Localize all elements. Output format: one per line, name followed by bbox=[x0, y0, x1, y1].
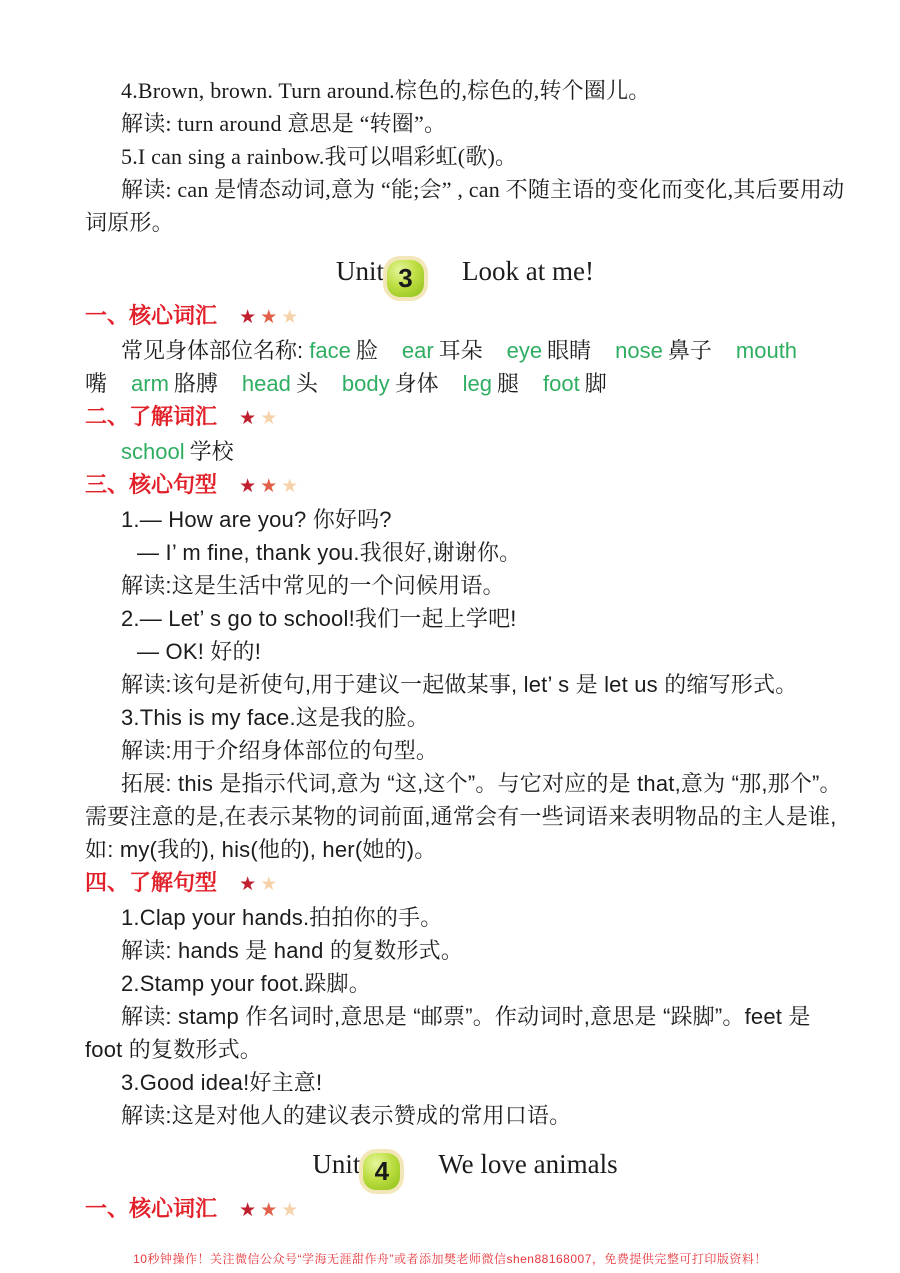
section-heading-u3-core-sentences bbox=[85, 468, 845, 503]
section-heading-u3-core-vocab bbox=[85, 299, 845, 334]
section-heading-label: 二、了解词汇 bbox=[85, 404, 218, 429]
vocab-word-zh: 腿 bbox=[496, 371, 519, 396]
vocab-word-en: arm bbox=[131, 371, 169, 396]
vocab-word-zh: 胳膊 bbox=[173, 371, 218, 396]
star-icon: ★ bbox=[281, 476, 299, 497]
known-sentences-block bbox=[85, 901, 845, 1132]
vocab-word-en: mouth bbox=[735, 338, 798, 363]
section-heading-label: 四、了解句型 bbox=[85, 870, 218, 895]
section-heading-label: 三、核心句型 bbox=[85, 472, 218, 497]
difficulty-stars bbox=[239, 1196, 302, 1221]
paragraph: 解读:这是生活中常见的一个问候用语。 bbox=[121, 573, 505, 598]
vocab-pair bbox=[463, 371, 541, 396]
vocab-pair bbox=[507, 338, 614, 363]
vocab-pairs bbox=[121, 439, 258, 464]
unit3-title: Look at me! bbox=[462, 256, 594, 286]
difficulty-stars bbox=[239, 404, 281, 429]
vocab-word-zh: 眼睛 bbox=[547, 338, 592, 363]
star-icon: ★ bbox=[239, 1200, 257, 1221]
section-heading-u4-core-vocab bbox=[85, 1192, 845, 1227]
vocab-word-zh: 鼻子 bbox=[667, 338, 712, 363]
vocab-word-en: school bbox=[121, 439, 185, 464]
paragraph: 4.Brown, brown. Turn around.棕色的,棕色的,转个圈儿。 bbox=[121, 78, 651, 103]
star-icon: ★ bbox=[260, 307, 278, 328]
paragraph: 解读:该句是祈使句,用于建议一起做某事, let’ s 是 let us 的缩写形式。 bbox=[121, 672, 798, 697]
vocab-pair bbox=[309, 338, 400, 363]
vocab-pair bbox=[242, 371, 340, 396]
vocab-word-en: face bbox=[309, 338, 351, 363]
paragraph: 2.— Let’ s go to school!我们一起上学吧! bbox=[121, 606, 517, 631]
paragraph: — I’ m fine, thank you.我很好,谢谢你。 bbox=[137, 540, 522, 565]
paragraph: 解读: stamp 作名词时,意思是 “邮票”。作动词时,意思是 “跺脚”。feet 是 foot 的复数形式。 bbox=[85, 1004, 811, 1062]
core-sentences-block bbox=[85, 503, 845, 866]
paragraph: — OK! 好的! bbox=[137, 639, 262, 664]
vocab-intro: 常见身体部位名称: bbox=[121, 338, 310, 363]
paragraph: 1.Clap your hands.拍拍你的手。 bbox=[121, 905, 443, 930]
star-icon: ★ bbox=[239, 408, 257, 429]
paragraph: 5.I can sing a rainbow.我可以唱彩虹(歌)。 bbox=[121, 144, 518, 169]
star-icon: ★ bbox=[260, 408, 278, 429]
vocab-word-en: body bbox=[341, 371, 390, 396]
star-icon: ★ bbox=[260, 1200, 278, 1221]
vocab-pair bbox=[615, 338, 734, 363]
star-icon: ★ bbox=[260, 874, 278, 895]
vocab-word-en: eye bbox=[506, 338, 543, 363]
paragraph: 拓展: this 是指示代词,意为 “这,这个”。与它对应的是 that,意为 “那,那个”。需要注意的是,在表示某物的词前面,通常会有一些词语来表明物品的主人是谁,如: my(我的), his(他的), her(她的)。 bbox=[85, 771, 842, 862]
section-heading-u3-known-vocab bbox=[85, 400, 845, 435]
vocab-pair bbox=[543, 371, 629, 396]
vocab-word-zh: 头 bbox=[295, 371, 318, 396]
paragraph: 2.Stamp your foot.跺脚。 bbox=[121, 971, 371, 996]
vocab-word-en: head bbox=[241, 371, 291, 396]
unit3-label: Unit bbox=[336, 256, 385, 286]
footer-promo-text: 10秒钟操作！关注微信公众号“学海无涯甜作舟”或者添加樊老师微信shen88168007，免费提供完整可打印版资料！ bbox=[133, 1252, 767, 1266]
vocab-word-zh: 耳朵 bbox=[438, 338, 483, 363]
unit4-number-badge: 4 bbox=[363, 1153, 400, 1190]
vocab-pair bbox=[121, 439, 256, 464]
vocab-line-body-parts bbox=[85, 334, 845, 400]
paragraph: 解读: turn around 意思是 “转圈”。 bbox=[121, 111, 447, 136]
section-heading-label: 一、核心词汇 bbox=[85, 1196, 218, 1221]
unit3-heading bbox=[85, 249, 845, 293]
paragraph: 3.Good idea!好主意! bbox=[121, 1070, 323, 1095]
section-heading-u3-known-sentences bbox=[85, 866, 845, 901]
unit3-number-badge: 3 bbox=[387, 260, 424, 297]
paragraph: 解读:这是对他人的建议表示赞成的常用口语。 bbox=[121, 1103, 572, 1128]
vocab-word-zh: 嘴 bbox=[85, 371, 108, 396]
top-notes-block bbox=[85, 74, 845, 239]
unit4-title: We love animals bbox=[438, 1149, 618, 1179]
star-icon: ★ bbox=[239, 874, 257, 895]
vocab-word-zh: 学校 bbox=[189, 439, 234, 464]
difficulty-stars bbox=[239, 303, 302, 328]
vocab-pair bbox=[402, 338, 505, 363]
unit4-label: Unit bbox=[312, 1149, 361, 1179]
vocab-pair bbox=[342, 371, 461, 396]
star-icon: ★ bbox=[239, 307, 257, 328]
star-icon: ★ bbox=[239, 476, 257, 497]
paragraph: 解读: can 是情态动词,意为 “能;会” , can 不随主语的变化而变化,其后要用动词原形。 bbox=[85, 177, 845, 235]
vocab-word-zh: 脸 bbox=[355, 338, 378, 363]
paragraph: 1.— How are you? 你好吗? bbox=[121, 507, 392, 532]
vocab-word-zh: 身体 bbox=[394, 371, 439, 396]
vocab-word-en: nose bbox=[615, 338, 663, 363]
vocab-word-en: foot bbox=[543, 371, 580, 396]
star-icon: ★ bbox=[281, 1200, 299, 1221]
star-icon: ★ bbox=[260, 476, 278, 497]
vocab-word-zh: 脚 bbox=[584, 371, 607, 396]
unit4-heading bbox=[85, 1142, 845, 1186]
vocab-word-en: ear bbox=[401, 338, 434, 363]
difficulty-stars bbox=[239, 870, 281, 895]
difficulty-stars bbox=[239, 472, 302, 497]
paragraph: 解读:用于介绍身体部位的句型。 bbox=[121, 738, 439, 763]
paragraph: 解读: hands 是 hand 的复数形式。 bbox=[121, 938, 464, 963]
vocab-word-en: leg bbox=[462, 371, 492, 396]
section-heading-label: 一、核心词汇 bbox=[85, 303, 218, 328]
vocab-line-school bbox=[85, 435, 845, 468]
vocab-pair bbox=[131, 371, 240, 396]
paragraph: 3.This is my face.这是我的脸。 bbox=[121, 705, 429, 730]
star-icon: ★ bbox=[281, 307, 299, 328]
